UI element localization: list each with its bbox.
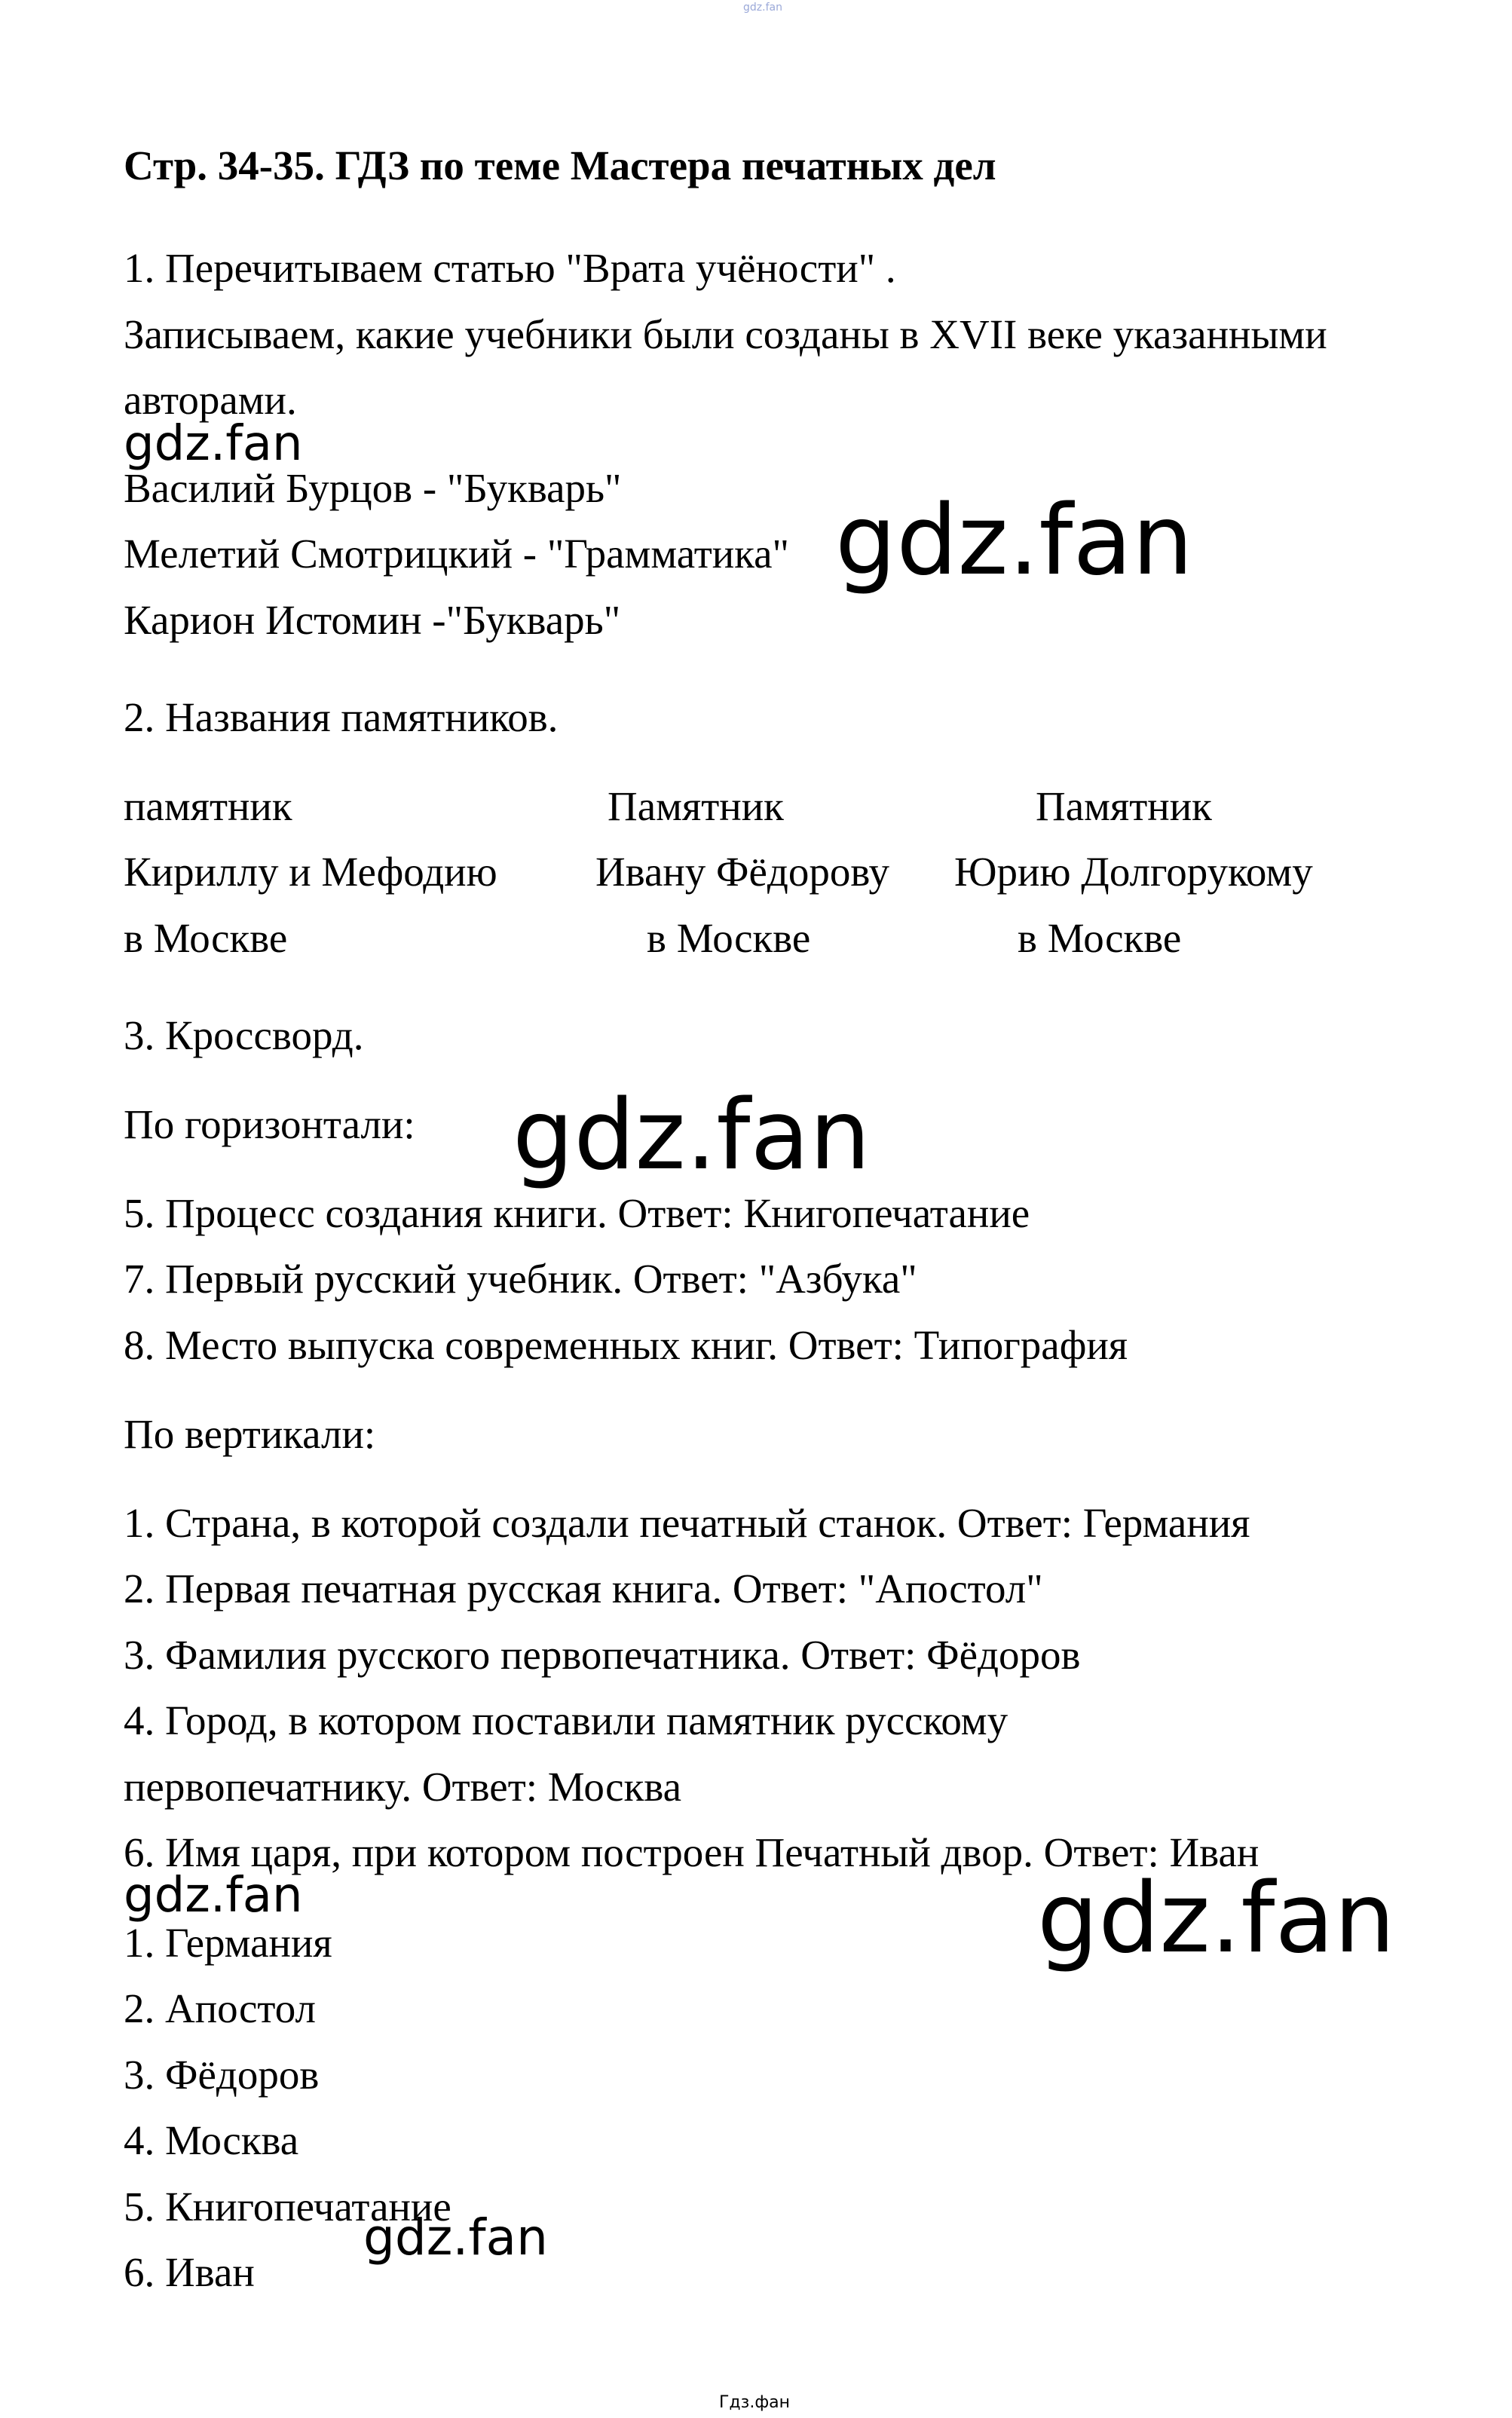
vertical-clue-1: 1. Страна, в которой создали печатный станок. Ответ: Германия bbox=[124, 1500, 1250, 1546]
monument-1-city: в Москве bbox=[124, 915, 288, 961]
footer-label: Гдз.фан bbox=[719, 2393, 790, 2412]
horizontal-clue-5: 5. Процесс создания книги. Ответ: Книгопечатание bbox=[124, 1190, 1030, 1236]
answer-4: 4. Москва bbox=[124, 2117, 299, 2163]
vertical-label: По вертикали: bbox=[124, 1411, 376, 1457]
section1-intro-line2: авторами. bbox=[124, 377, 297, 423]
monument-3-city: в Москве bbox=[1018, 915, 1182, 961]
watermark-6: gdz.fan bbox=[363, 2208, 548, 2266]
watermark-4: gdz.fan bbox=[124, 1868, 303, 1924]
horizontal-clue-8: 8. Место выпуска современных книг. Ответ: Типография bbox=[124, 1322, 1128, 1368]
horizontal-clue-7: 7. Первый русский учебник. Ответ: "Азбука" bbox=[124, 1256, 917, 1302]
monument-3-name: Юрию Долгорукому bbox=[954, 849, 1313, 895]
section3-heading: 3. Кроссворд. bbox=[124, 1012, 364, 1058]
monument-2-city: в Москве bbox=[647, 915, 811, 961]
monument-1-label: памятник bbox=[124, 783, 292, 829]
monument-3-label: Памятник bbox=[1036, 783, 1212, 829]
vertical-clue-6: 6. Имя царя, при котором построен Печатный двор. Ответ: Иван bbox=[124, 1829, 1259, 1875]
author-burtsov: Василий Бурцов - "Букварь" bbox=[124, 465, 622, 511]
watermark-2: gdz.fan bbox=[835, 485, 1193, 597]
monument-2-name: Ивану Фёдорову bbox=[595, 849, 889, 895]
answer-1: 1. Германия bbox=[124, 1920, 332, 1966]
horizontal-label: По горизонтали: bbox=[124, 1101, 415, 1147]
section1-intro-line1: Записываем, какие учебники были созданы в XVII веке указанными bbox=[124, 311, 1327, 357]
section1-heading: 1. Перечитываем статью "Врата учёности" . bbox=[124, 245, 896, 291]
vertical-clue-2: 2. Первая печатная русская книга. Ответ: "Апостол" bbox=[124, 1566, 1043, 1611]
vertical-clue-4-line2: первопечатнику. Ответ: Москва bbox=[124, 1764, 681, 1810]
watermark-3: gdz.fan bbox=[513, 1079, 871, 1192]
author-smotritsky: Мелетий Смотрицкий - "Грамматика" bbox=[124, 531, 789, 577]
author-istomin: Карион Истомин -"Букварь" bbox=[124, 597, 621, 643]
watermark-1: gdz.fan bbox=[124, 416, 303, 472]
answer-5: 5. Книгопечатание bbox=[124, 2184, 451, 2230]
monument-2-label: Памятник bbox=[608, 783, 784, 829]
vertical-clue-3: 3. Фамилия русского первопечатника. Ответ: Фёдоров bbox=[124, 1632, 1081, 1678]
answer-2: 2. Апостол bbox=[124, 1985, 316, 2031]
watermark-5: gdz.fan bbox=[1037, 1862, 1395, 1975]
top-watermark: gdz.fan bbox=[743, 2, 782, 14]
answer-3: 3. Фёдоров bbox=[124, 2052, 320, 2098]
vertical-clue-4-line1: 4. Город, в котором поставили памятник русскому bbox=[124, 1697, 1009, 1743]
monument-1-name: Кириллу и Мефодию bbox=[124, 849, 497, 895]
answer-6: 6. Иван bbox=[124, 2249, 255, 2295]
section2-heading: 2. Названия памятников. bbox=[124, 694, 559, 740]
page-title: Стр. 34-35. ГДЗ по теме Мастера печатных дел bbox=[124, 142, 996, 188]
